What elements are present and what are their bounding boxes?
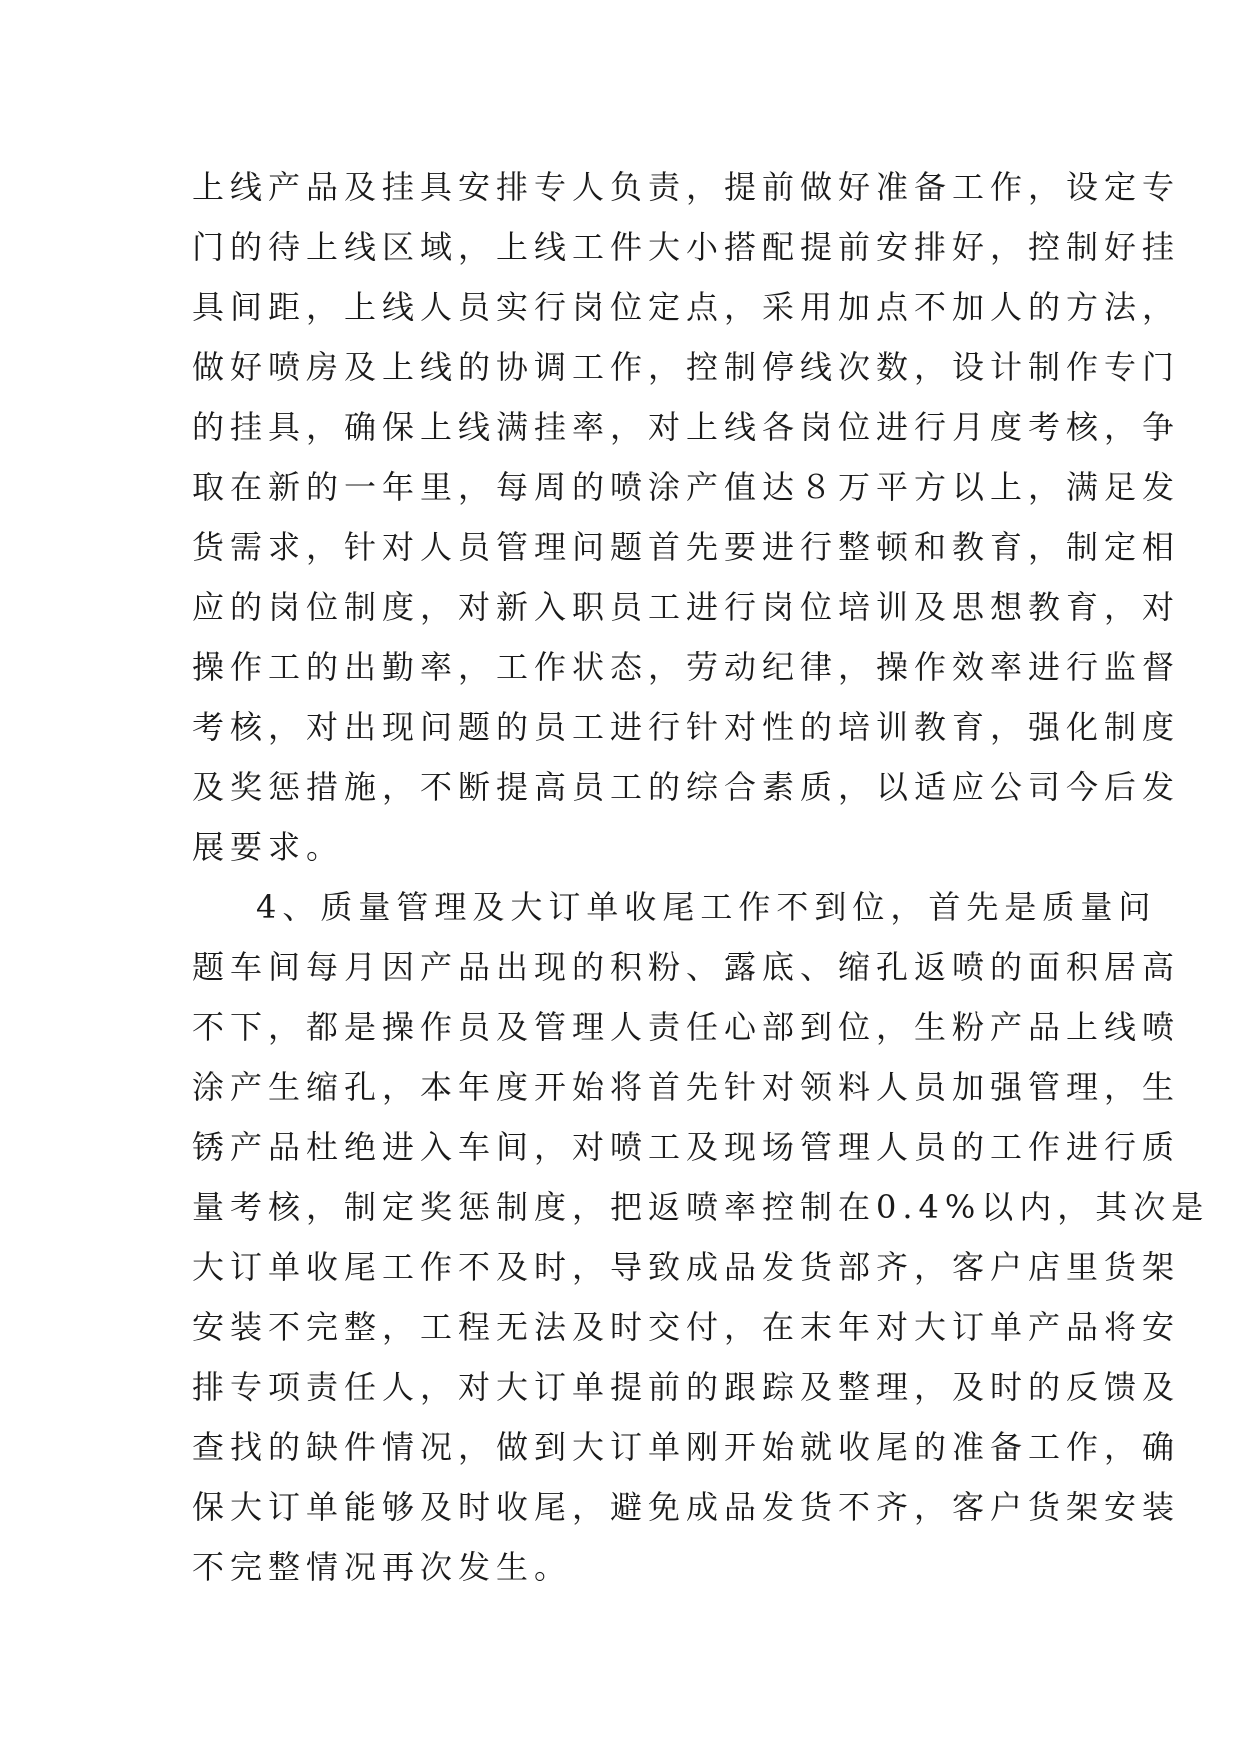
text-line: 4、质量管理及大订单收尾工作不到位，首先是质量问: [256, 888, 1157, 926]
text-line: 不完整情况再次发生。: [192, 1548, 573, 1586]
text-line: 安装不完整，工程无法及时交付，在末年对大订单产品将安: [192, 1308, 1181, 1346]
text-line: 题车间每月因产品出现的积粉、露底、缩孔返喷的面积居高: [192, 948, 1181, 986]
text-line: 保大订单能够及时收尾，避免成品发货不齐，客户货架安装: [192, 1488, 1181, 1526]
text-line: 不下，都是操作员及管理人责任心部到位，生粉产品上线喷: [192, 1008, 1181, 1046]
text-line: 上线产品及挂具安排专人负责，提前做好准备工作，设定专: [192, 168, 1181, 206]
text-line: 货需求，针对人员管理问题首先要进行整顿和教育，制定相: [192, 528, 1181, 566]
paragraph-2: [192, 877, 1210, 1597]
text-line: 展要求。: [192, 828, 345, 866]
text-line: 涂产生缩孔，本年度开始将首先针对领料人员加强管理，生: [192, 1068, 1181, 1106]
paragraph-1: [192, 157, 1181, 877]
text-line: 考核，对出现问题的员工进行针对性的培训教育，强化制度: [192, 708, 1181, 746]
body-text: [192, 157, 1210, 1597]
text-line: 排专项责任人，对大订单提前的跟踪及整理，及时的反馈及: [192, 1368, 1181, 1406]
text-line: 的挂具，确保上线满挂率，对上线各岗位进行月度考核，争: [192, 408, 1181, 446]
text-line: 做好喷房及上线的协调工作，控制停线次数，设计制作专门: [192, 348, 1181, 386]
text-line: 具间距，上线人员实行岗位定点，采用加点不加人的方法，: [192, 288, 1181, 326]
text-line: 量考核，制定奖惩制度，把返喷率控制在0.4%以内，其次是: [192, 1188, 1210, 1226]
text-line: 锈产品杜绝进入车间，对喷工及现场管理人员的工作进行质: [192, 1128, 1181, 1166]
text-line: 大订单收尾工作不及时，导致成品发货部齐，客户店里货架: [192, 1248, 1181, 1286]
text-line: 操作工的出勤率，工作状态，劳动纪律，操作效率进行监督: [192, 648, 1181, 686]
text-line: 应的岗位制度，对新入职员工进行岗位培训及思想教育，对: [192, 588, 1181, 626]
text-line: 取在新的一年里，每周的喷涂产值达８万平方以上，满足发: [192, 468, 1181, 506]
text-line: 查找的缺件情况，做到大订单刚开始就收尾的准备工作，确: [192, 1428, 1181, 1466]
text-line: 门的待上线区域，上线工件大小搭配提前安排好，控制好挂: [192, 228, 1181, 266]
text-line: 及奖惩措施，不断提高员工的综合素质，以适应公司今后发: [192, 768, 1181, 806]
